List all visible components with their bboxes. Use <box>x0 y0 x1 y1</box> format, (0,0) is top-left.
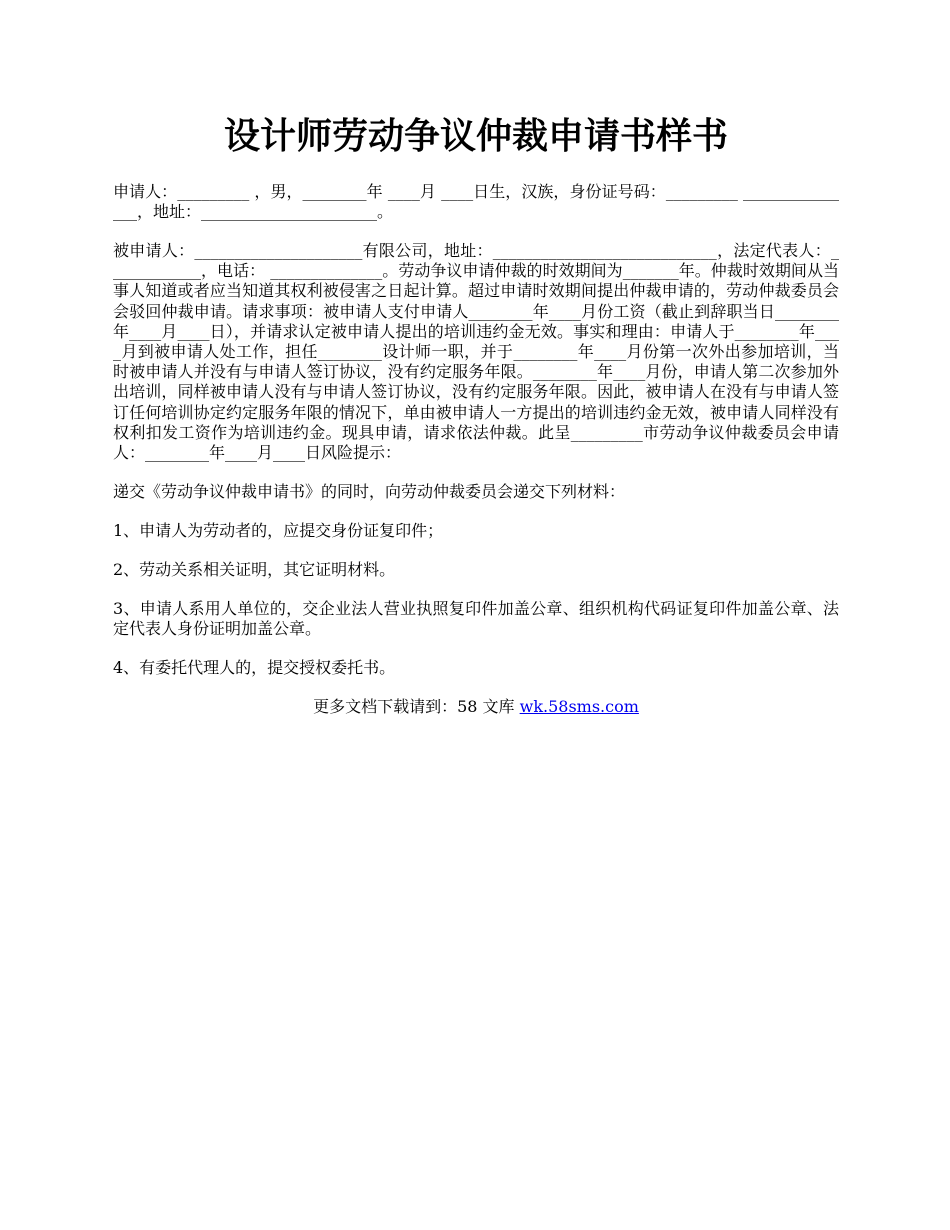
respondent-paragraph: 被申请人：_____________________有限公司，地址：____________________________，法定代表人：____________，电话： ______________。劳动争议申请仲裁的时效期间为_______年。仲裁时效期间从当事人知道或者应当知道其权利被侵害之日起计算。超过申请时效期间提出仲裁申请的，劳动仲裁委员会会驳回仲裁申请。请求事项：被申请人支付申请人________年____月份工资（截止到辞职当日________年____月____日），并请求认定被申请人提出的培训违约金无效。事实和理由：申请人于________年____月到被申请人处工作，担任________设计师一职，并于________年____月份第一次外出参加培训，当时被申请人并没有与申请人签订协议，没有约定服务年限。________年____月份，申请人第二次参加外出培训，同样被申请人没有与申请人签订协议，没有约定服务年限。因此，被申请人在没有与申请人签订任何培训协定约定服务年限的情况下，单由被申请人一方提出的培训违约金无效，被申请人同样没有权利扣发工资作为培训违约金。现具申请，请求依法仲裁。此呈_________市劳动争议仲裁委员会申请人：________年____月____日风险提示： <box>113 241 839 463</box>
list-item: 3、申请人系用人单位的，交企业法人营业执照复印件加盖公章、组织机构代码证复印件加盖公章、法定代表人身份证明加盖公章。 <box>113 599 839 639</box>
document-page <box>113 112 839 717</box>
footer-link[interactable]: wk.58sms.com <box>519 697 639 717</box>
list-item: 2、劳动关系相关证明，其它证明材料。 <box>113 560 396 580</box>
footer-prefix: 更多文档下载请到：58 文库 <box>313 697 520 717</box>
footer <box>113 697 839 717</box>
list-item: 1、申请人为劳动者的，应提交身份证复印件； <box>113 521 444 541</box>
applicant-paragraph: 申请人：_________ ，男，________年 ____月 ____日生，汉族，身份证号码：_________ _______________，地址：______________________。 <box>113 182 839 221</box>
materials-intro: 递交《劳动争议仲裁申请书》的同时，向劳动仲裁委员会递交下列材料： <box>113 482 626 502</box>
list-item: 4、有委托代理人的，提交授权委托书。 <box>113 658 396 678</box>
document-title: 设计师劳动争议仲裁申请书样书 <box>223 115 728 157</box>
